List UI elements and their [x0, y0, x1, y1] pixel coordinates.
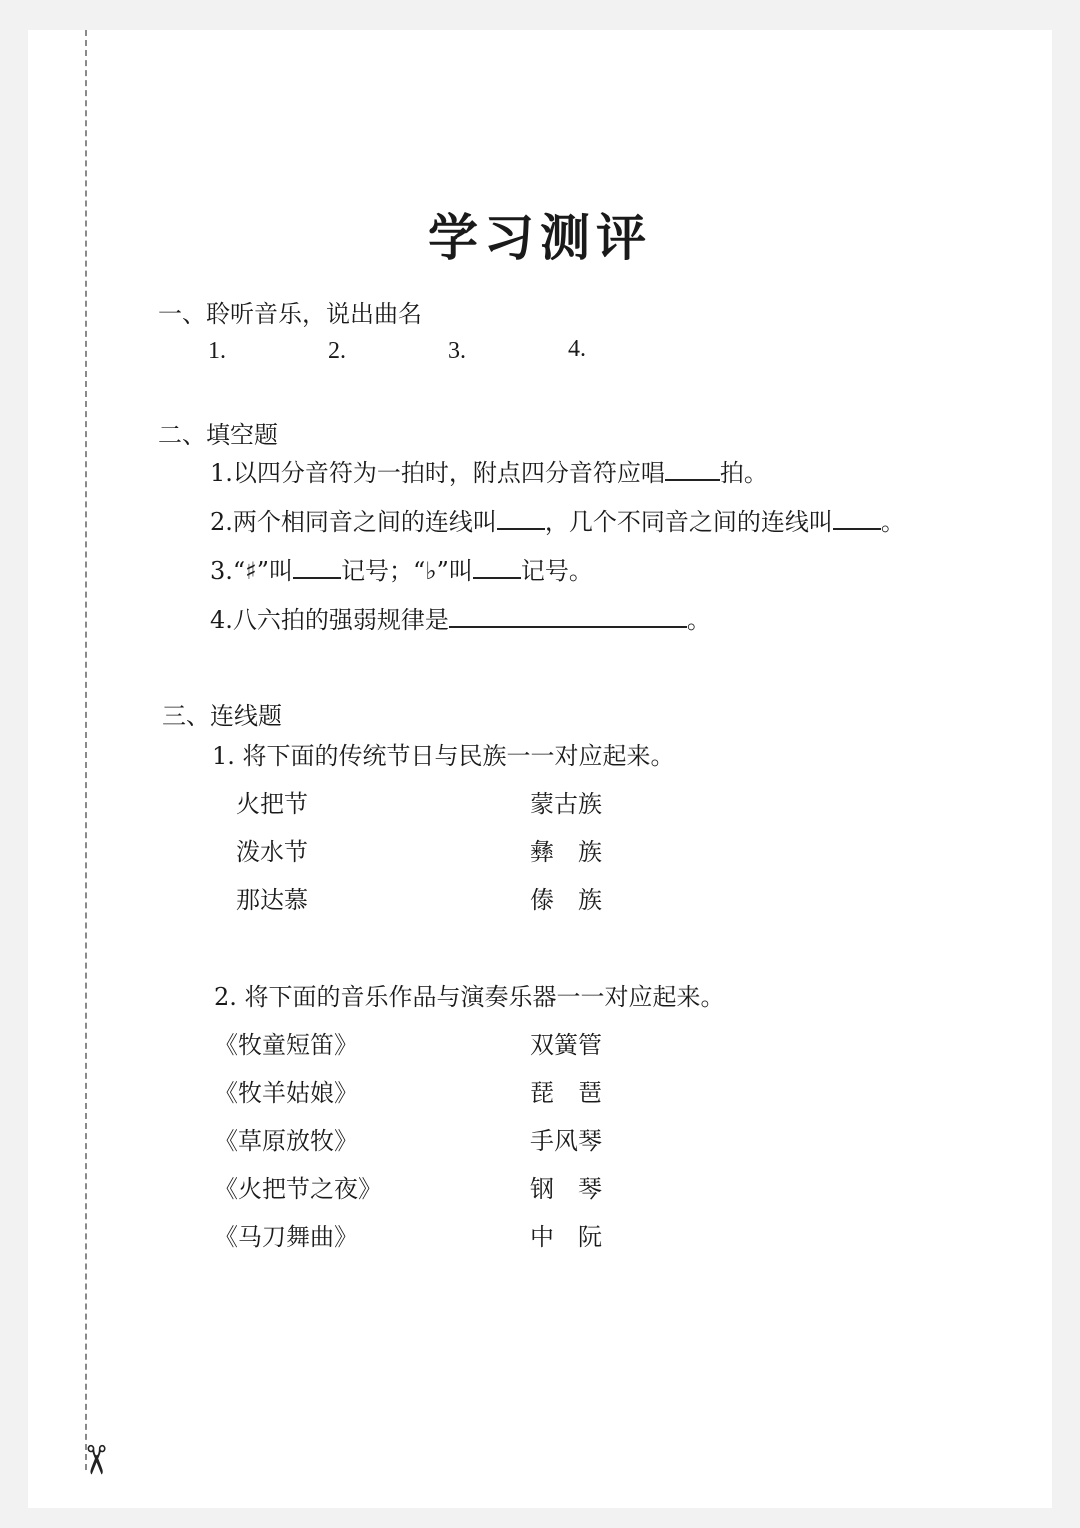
- music-work-item[interactable]: 《草原放牧》: [214, 1127, 358, 1155]
- fill-question-2: [210, 502, 905, 537]
- ethnic-group-item[interactable]: 彝 族: [530, 838, 602, 866]
- answer-blank[interactable]: [293, 555, 341, 579]
- answer-blank[interactable]: [473, 555, 521, 579]
- ethnic-group-item[interactable]: 蒙古族: [530, 790, 602, 818]
- instrument-item[interactable]: 双簧管: [530, 1031, 602, 1059]
- instrument-item[interactable]: 中 阮: [530, 1223, 602, 1251]
- instrument-item[interactable]: 钢 琴: [530, 1175, 602, 1203]
- page-title: 学习测评: [428, 208, 652, 267]
- music-work-item[interactable]: 《牧羊姑娘》: [214, 1079, 358, 1107]
- instrument-item[interactable]: 琵 琶: [530, 1079, 602, 1107]
- fill-q2-text-b: ，几个不同音之间的连线叫: [544, 508, 833, 536]
- section-1-heading: 一、聆听音乐，说出曲名: [158, 300, 422, 328]
- answer-blank[interactable]: [833, 506, 881, 530]
- match-q1-prompt: 1. 将下面的传统节日与民族一一对应起来。: [212, 742, 675, 770]
- fill-q4-text-b: 。: [686, 606, 711, 634]
- answer-blank[interactable]: [665, 457, 720, 481]
- ethnic-group-item[interactable]: 傣 族: [530, 886, 602, 914]
- match-q2-prompt: 2. 将下面的音乐作品与演奏乐器一一对应起来。: [214, 983, 725, 1011]
- listen-item-4: 4.: [568, 336, 586, 362]
- listen-item-2: 2.: [328, 338, 346, 364]
- answer-blank[interactable]: [449, 604, 687, 628]
- instrument-item[interactable]: 手风琴: [530, 1127, 602, 1155]
- fill-q3-text-b: 记号；“♭”叫: [341, 557, 473, 585]
- section-3-heading: 三、连线题: [162, 702, 282, 730]
- festival-item[interactable]: 那达慕: [236, 886, 308, 914]
- listen-item-3: 3.: [448, 338, 466, 364]
- listen-item-1: 1.: [208, 338, 226, 364]
- fill-question-3: [210, 551, 593, 586]
- fill-q3-text-a: 3.“♯”叫: [210, 557, 294, 585]
- fill-question-1: [210, 453, 768, 488]
- fill-q4-text-a: 4.八六拍的强弱规律是: [210, 606, 449, 634]
- music-work-item[interactable]: 《马刀舞曲》: [214, 1223, 358, 1251]
- answer-blank[interactable]: [497, 506, 545, 530]
- music-work-item[interactable]: 《火把节之夜》: [214, 1175, 382, 1203]
- section-2-heading: 二、填空题: [158, 421, 278, 449]
- fill-q3-text-c: 记号。: [520, 557, 593, 585]
- festival-item[interactable]: 火把节: [236, 790, 308, 818]
- scissors-icon: ✂: [71, 1443, 118, 1477]
- festival-item[interactable]: 泼水节: [236, 838, 308, 866]
- fill-q2-text-a: 2.两个相同音之间的连线叫: [210, 508, 497, 536]
- fill-q1-text-b: 拍。: [719, 459, 768, 487]
- fill-question-4: [210, 600, 711, 635]
- fill-q2-text-c: 。: [880, 508, 905, 536]
- music-work-item[interactable]: 《牧童短笛》: [214, 1031, 358, 1059]
- fill-q1-text-a: 1.以四分音符为一拍时，附点四分音符应唱: [210, 459, 665, 487]
